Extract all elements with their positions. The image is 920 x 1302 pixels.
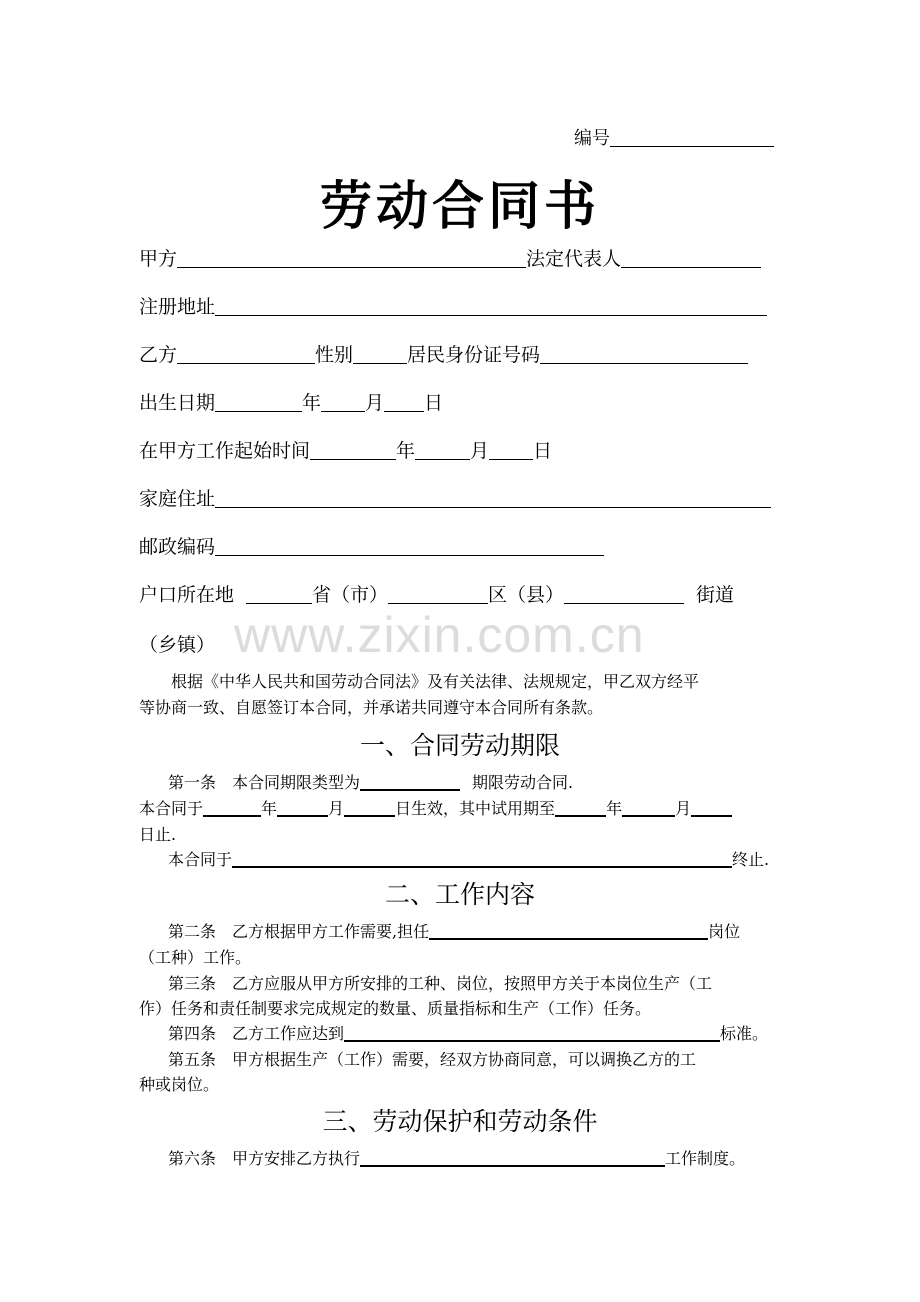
article-4-suffix: 标准。 [720, 1024, 769, 1043]
reg-address-row [139, 292, 767, 319]
article-2 [168, 919, 740, 942]
article-3-line-1: 第三条 乙方应服从甲方所安排的工种、岗位，按照甲方关于本岗位生产（工 [168, 974, 713, 993]
termination-blank[interactable] [232, 850, 732, 868]
home-address-blank[interactable] [215, 488, 771, 508]
year-label: 年 [606, 799, 623, 818]
article-1 [168, 770, 573, 793]
legal-rep-label: 法定代表人 [526, 248, 622, 270]
province-label: 省（市） [312, 584, 389, 606]
eff-day-blank[interactable] [344, 799, 395, 817]
work-system-blank[interactable] [360, 1149, 665, 1167]
trial-month-blank[interactable] [622, 799, 675, 817]
article-1-suffix: 期限劳动合同. [472, 773, 574, 792]
party-a-row [139, 244, 761, 271]
article-2-line-2: （工种）工作。 [139, 948, 252, 967]
termination-row [168, 847, 769, 870]
article-6-suffix: 工作制度。 [665, 1149, 746, 1168]
article-6-text: 第六条 甲方安排乙方执行 [168, 1149, 361, 1168]
hukou-label: 户口所在地 [139, 584, 235, 606]
trial-end-label: 日止. [139, 825, 177, 844]
party-b-row [139, 340, 748, 367]
start-year-blank[interactable] [310, 440, 396, 460]
reg-address-label: 注册地址 [139, 296, 216, 318]
article-2-text: 第二条 乙方根据甲方工作需要,担任 [168, 922, 430, 941]
effective-date-row [139, 796, 732, 819]
start-time-row [139, 436, 552, 463]
article-5-line-1: 第五条 甲方根据生产（工作）需要，经双方协商同意，可以调换乙方的工 [168, 1050, 697, 1069]
watermark: www.zixin.com.cn [234, 607, 645, 663]
standard-blank[interactable] [344, 1024, 720, 1042]
eff-month-blank[interactable] [277, 799, 328, 817]
trial-year-blank[interactable] [555, 799, 606, 817]
section-2-heading: 二、工作内容 [384, 880, 535, 909]
termination-suffix: 终止. [732, 850, 770, 869]
article-5-line-2: 种或岗位。 [139, 1075, 220, 1094]
hukou-row [139, 580, 734, 607]
month-label: 月 [675, 799, 692, 818]
birth-day-blank[interactable] [384, 392, 424, 412]
trial-label: 日生效，其中试用期至 [395, 799, 556, 818]
township-label: （乡镇） [139, 634, 216, 656]
month-label: 月 [328, 799, 345, 818]
preamble-line-2: 等协商一致、自愿签订本合同，并承诺共同遵守本合同所有条款。 [139, 698, 604, 717]
birth-month-blank[interactable] [321, 392, 365, 412]
province-blank[interactable] [246, 584, 312, 604]
legal-rep-blank[interactable] [621, 248, 761, 268]
preamble-line-1: 根据《中华人民共和国劳动合同法》及有关法律、法规规定，甲乙双方经平 [171, 672, 700, 691]
article-2-suffix: 岗位 [708, 922, 741, 941]
contract-number-label: 编号 [574, 128, 610, 149]
birth-date-label: 出生日期 [139, 392, 216, 414]
trial-day-blank[interactable] [691, 799, 732, 817]
month-label: 月 [470, 440, 490, 462]
article-1-text: 第一条 本合同期限类型为 [168, 773, 361, 792]
day-label: 日 [424, 392, 444, 414]
birth-date-row [139, 388, 443, 415]
id-number-blank[interactable] [540, 344, 748, 364]
contract-number-field [574, 124, 774, 150]
birth-year-blank[interactable] [215, 392, 302, 412]
id-number-label: 居民身份证号码 [407, 344, 541, 366]
section-3-heading: 三、劳动保护和劳动条件 [322, 1107, 598, 1136]
article-6 [168, 1146, 745, 1169]
eff-year-blank[interactable] [203, 799, 261, 817]
party-a-blank[interactable] [177, 248, 526, 268]
month-label: 月 [365, 392, 385, 414]
street-blank[interactable] [564, 584, 684, 604]
party-b-blank[interactable] [177, 344, 315, 364]
start-time-label: 在甲方工作起始时间 [139, 440, 311, 462]
start-day-blank[interactable] [489, 440, 533, 460]
gender-blank[interactable] [353, 344, 407, 364]
home-address-row [139, 484, 771, 511]
contract-number-blank[interactable] [610, 128, 774, 147]
effective-label: 本合同于 [139, 799, 204, 818]
district-label: 区（县） [488, 584, 565, 606]
party-a-label: 甲方 [139, 248, 178, 270]
day-label: 日 [533, 440, 553, 462]
year-label: 年 [302, 392, 322, 414]
article-4-text: 第四条 乙方工作应达到 [168, 1024, 345, 1043]
contract-type-blank[interactable] [360, 773, 460, 791]
year-label: 年 [261, 799, 278, 818]
termination-label: 本合同于 [168, 850, 233, 869]
start-month-blank[interactable] [415, 440, 470, 460]
article-3-line-2: 作）任务和责任制要求完成规定的数量、质量指标和生产（工作）任务。 [139, 999, 652, 1018]
gender-label: 性别 [315, 344, 354, 366]
postcode-row [139, 532, 604, 559]
position-blank[interactable] [429, 922, 708, 940]
article-4 [168, 1021, 768, 1044]
home-address-label: 家庭住址 [139, 488, 216, 510]
postcode-label: 邮政编码 [139, 536, 216, 558]
street-label: 街道 [696, 584, 735, 606]
party-b-label: 乙方 [139, 344, 178, 366]
year-label: 年 [396, 440, 416, 462]
postcode-blank[interactable] [215, 536, 604, 556]
reg-address-blank[interactable] [215, 296, 767, 316]
district-blank[interactable] [388, 584, 488, 604]
section-1-heading: 一、合同劳动期限 [359, 731, 560, 760]
page-title: 劳动合同书 [319, 177, 600, 237]
